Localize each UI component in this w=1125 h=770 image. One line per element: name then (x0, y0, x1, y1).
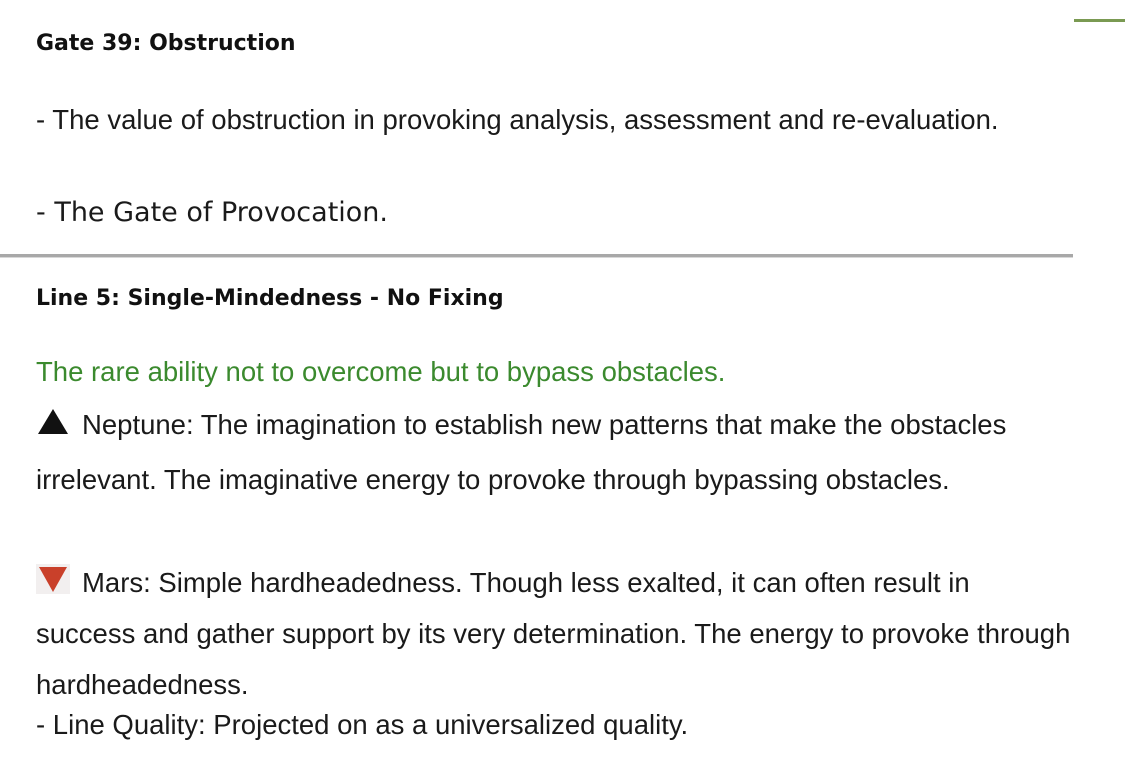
mars-paragraph (36, 557, 1076, 710)
line-summary: The rare ability not to overcome but to bypass obstacles. (36, 356, 726, 387)
gate-heading: Gate 39: Obstruction (36, 31, 296, 56)
neptune-text: Neptune: The imagination to establish new patterns that make the obstacles irrelevant. The imaginative energy to provoke through bypassing obstacles. (36, 409, 1007, 495)
gate-description: - The value of obstruction in provoking analysis, assessment and re-evaluation. (36, 104, 999, 135)
gate-subtitle: - The Gate of Provocation. (36, 197, 389, 228)
mars-text: Mars: Simple hardheadedness. Though less exalted, it can often result in success and gather support by its very determination. The energy to provoke through hardheadedness. (36, 567, 1071, 700)
section-divider (0, 254, 1073, 258)
corner-accent-rule (1074, 19, 1125, 22)
line-heading: Line 5: Single-Mindedness - No Fixing (36, 286, 504, 311)
red-down-triangle-icon (36, 564, 70, 594)
line-quality: - Line Quality: Projected on as a universalized quality. (36, 709, 689, 740)
neptune-paragraph (36, 397, 1076, 507)
black-up-triangle-icon (36, 406, 70, 436)
